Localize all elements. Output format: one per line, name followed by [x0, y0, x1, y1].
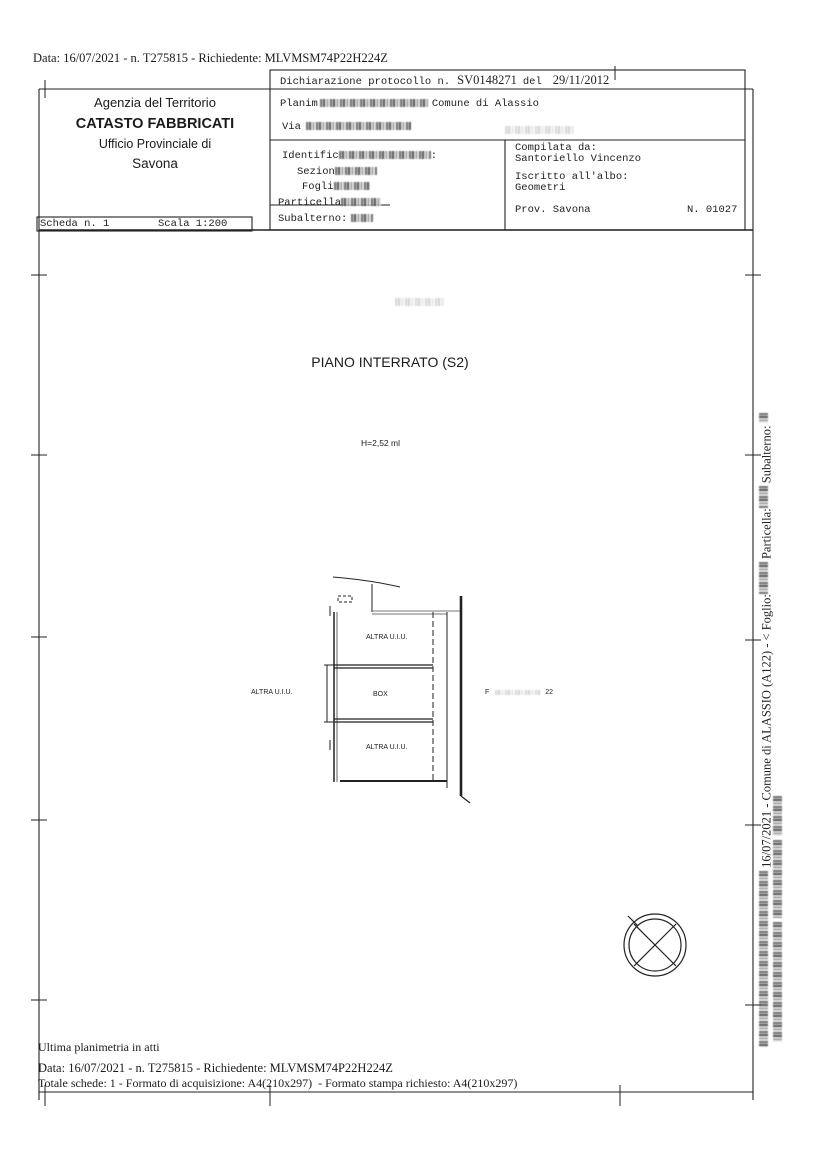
plan-label-right-start: F: [485, 689, 490, 696]
agency-name: Agenzia del Territorio: [94, 95, 216, 110]
redacted-text: [773, 796, 782, 836]
particella-row: [278, 193, 381, 209]
side-particella: Particella:: [759, 508, 774, 560]
plan-label-bottom: ALTRA U.I.U.: [366, 744, 408, 751]
albo-label: Iscritto all'albo:: [515, 171, 629, 183]
protocol-number: SV0148271: [457, 73, 517, 87]
agency-service: CATASTO FABBRICATI: [75, 116, 235, 132]
plan-label-left: ALTRA U.I.U.: [251, 689, 293, 696]
redacted-text: [759, 486, 768, 508]
planimetria-comune: Comune di Alassio: [431, 98, 539, 110]
footer-last-plan: Ultima planimetria in atti: [38, 1040, 160, 1054]
footer-request-line: Data: 16/07/2021 - n. T275815 - Richiedente: MLVMSM74P22H224Z: [38, 1061, 393, 1075]
declaration-date: 29/11/2012: [552, 73, 610, 87]
plan-label-top: ALTRA U.I.U.: [366, 634, 408, 641]
north-compass-icon: [624, 914, 686, 976]
albo-value: Geometri: [515, 182, 566, 194]
agency-city: Savona: [132, 156, 178, 171]
declaration-del: del: [522, 76, 542, 88]
albo-number: N. 01027: [687, 204, 738, 216]
scheda-scale: Scala 1:200: [158, 218, 228, 230]
redacted-text: [759, 413, 768, 423]
plan-label-right-end: 22: [545, 689, 554, 696]
subalterno-label: Subalterno:: [278, 213, 348, 225]
redacted-text: [773, 840, 782, 918]
floor-plan: [324, 577, 470, 803]
faint-smudge: [505, 126, 575, 134]
address-label: Via: [282, 121, 301, 133]
identificativi-colon: :: [430, 150, 438, 162]
side-foglio: Foglio:: [759, 594, 774, 631]
foglio-row: [302, 177, 370, 193]
foglio-label: Fogli: [302, 181, 334, 193]
plan-title: PIANO INTERRATO (S2): [311, 354, 469, 370]
address-row: [282, 117, 411, 133]
faint-smudge: [395, 298, 445, 306]
particella-label: Particella: [278, 197, 342, 209]
planimetria-prefix: Planim: [280, 98, 318, 110]
redacted-text: [759, 562, 768, 594]
redacted-text: [759, 871, 768, 1047]
sezione-row: [297, 162, 377, 178]
plan-small-element: [338, 596, 352, 602]
outer-frame: [39, 89, 753, 1100]
declaration-row: [280, 72, 609, 88]
footer-totals: Totale schede: 1 - Formato di acquisizione: A4(210x297) - Formato stampa richiesto: A4(210x297): [38, 1076, 518, 1090]
redacted-text: [320, 99, 428, 107]
redacted-text: [495, 690, 541, 695]
sezione-label: Sezion: [297, 166, 335, 178]
redacted-text: [335, 167, 377, 175]
side-comune: - Comune di ALASSIO (A122) - <: [759, 633, 774, 808]
planimetria-row: [280, 94, 539, 110]
plan-roof-line: [333, 577, 400, 587]
side-secondary-text-redacted: [773, 780, 785, 1042]
redacted-text: [773, 922, 782, 1042]
redacted-text: [306, 122, 411, 130]
provincia: Prov. Savona: [515, 204, 591, 216]
identificativi-title-row: [282, 146, 437, 162]
compilata-label: Compilata da:: [515, 142, 597, 154]
subalterno-row: [278, 209, 373, 225]
plan-label-right: [485, 689, 553, 696]
identificativi-title: Identific: [282, 150, 339, 162]
plan-label-box: BOX: [373, 691, 388, 698]
side-date: 16/07/2021: [759, 810, 774, 868]
scheda-number: Scheda n. 1: [40, 218, 110, 230]
redacted-text: [339, 151, 431, 159]
redacted-text: [351, 214, 373, 222]
redacted-text: [334, 182, 370, 190]
redacted-text: [341, 198, 381, 206]
agency-office: Ufficio Provinciale di: [98, 137, 212, 151]
declaration-label: Dichiarazione protocollo n.: [280, 76, 451, 88]
header-request-line: Data: 16/07/2021 - n. T275815 - Richiedente: MLVMSM74P22H224Z: [33, 51, 388, 65]
compilata-name: Santoriello Vincenzo: [515, 153, 642, 165]
side-subalterno: Subalterno:: [759, 425, 774, 484]
plan-height: H=2,52 ml: [361, 438, 400, 448]
